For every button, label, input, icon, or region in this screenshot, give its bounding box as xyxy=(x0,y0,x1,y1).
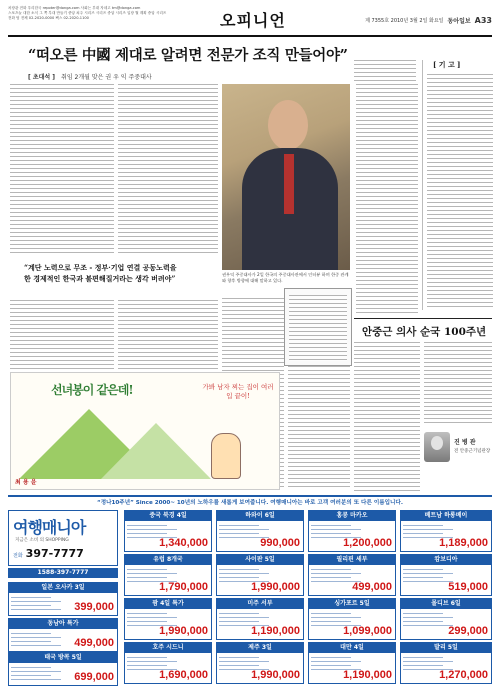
ad-item-text-line xyxy=(127,569,167,570)
ad-phone-label: 전화 xyxy=(13,553,23,559)
paper-name: 동아일보 xyxy=(447,18,471,25)
ad-item-text-line xyxy=(403,617,453,618)
author-title: 전 안중근기념관장 xyxy=(454,449,491,454)
ad-brand-name: 여행매니아 xyxy=(13,518,86,537)
ad-item-text-line xyxy=(127,529,177,530)
column-body-col1 xyxy=(354,342,420,492)
ad-item[interactable] xyxy=(400,554,492,596)
ad-phone: 1588-397-7777 xyxy=(8,568,118,578)
ad-item-text-line xyxy=(11,633,51,634)
ad-item-price: 299,000 xyxy=(448,625,488,637)
ad-item-text-line xyxy=(311,569,351,570)
ad-item-text-line xyxy=(11,597,51,598)
ad-item-price: 699,000 xyxy=(74,671,114,683)
ad-item-text-line xyxy=(11,671,61,672)
ad-item-price: 1,340,000 xyxy=(159,537,208,549)
ad-item-text-line xyxy=(219,573,269,574)
ad-item[interactable] xyxy=(124,510,212,552)
ad-item[interactable] xyxy=(216,554,304,596)
ad-item[interactable] xyxy=(400,510,492,552)
ad-item-price: 1,189,000 xyxy=(439,537,488,549)
ad-item-title: 괌 4일 특가 xyxy=(125,599,211,609)
ad-item-text-line xyxy=(311,617,361,618)
ad-item-text-line xyxy=(127,617,177,618)
column-box-body xyxy=(427,74,493,310)
info-box xyxy=(284,288,352,366)
ad-top-rule xyxy=(8,495,492,497)
ad-item-price: 1,270,000 xyxy=(439,669,488,681)
ad-item-text-line xyxy=(219,525,259,526)
masthead-contact-line3: 전화 팀 전체 02-2020-0000 팩스 02-2020-1100 xyxy=(8,16,89,20)
ad-item-title: 싱가포르 5일 xyxy=(309,599,395,609)
ad-item-text-line xyxy=(11,637,61,638)
ad-item-text-line xyxy=(127,621,167,622)
masthead-contact xyxy=(8,6,218,21)
ad-item-price: 1,200,000 xyxy=(343,537,392,549)
column-box xyxy=(422,60,494,310)
ad-item-title: 필리핀 세부 xyxy=(309,555,395,565)
ad-item-text-line xyxy=(311,621,351,622)
ad-item[interactable] xyxy=(308,554,396,596)
author-photo xyxy=(424,432,450,462)
info-box-lines xyxy=(289,295,347,361)
ad-item-title: 발리 5일 xyxy=(401,643,491,653)
ad-item-text-line xyxy=(403,665,443,666)
interview-body-col2 xyxy=(118,84,218,254)
ad-item-price: 1,790,000 xyxy=(159,581,208,593)
ad-item-text-line xyxy=(311,665,351,666)
author-name: 진 병 관 xyxy=(454,439,476,446)
ad-item-text-line xyxy=(219,621,259,622)
ad-item-text-line xyxy=(403,657,443,658)
ad-item-text-line xyxy=(11,601,61,602)
masthead-contact-line2: 스포츠늘 대한 소식 그 쪽 부대 만들기 중앙 쳐주 시리즈 시리즈 중앙 시리즈 입장 월 계획 중앙 시리즈 xyxy=(8,11,167,15)
masthead-contact-line1: 차장관 전화 우리한국 repoter@donga.com 사회는 부대 자네고 tm@donga.com xyxy=(8,6,141,10)
photo-head xyxy=(268,100,308,150)
ad-item[interactable] xyxy=(400,598,492,640)
ad-item[interactable] xyxy=(124,642,212,684)
ad-item-title: 대만 4일 xyxy=(309,643,395,653)
ad-item-title: 동남아 특가 xyxy=(9,619,117,629)
ad-grid xyxy=(8,510,492,686)
ad-item-text-line xyxy=(311,577,351,578)
ad-item-text-line xyxy=(403,625,453,626)
right-body-col0 xyxy=(354,60,416,82)
column-tag: [ 기 고 ] xyxy=(433,60,461,69)
ad-item-text-line xyxy=(403,661,453,662)
ad-item-text-line xyxy=(127,533,167,534)
ad-item-text-line xyxy=(403,569,443,570)
issue-date: 제 7355호 2010년 3월 2일 화요일 xyxy=(365,18,444,24)
ad-item[interactable] xyxy=(216,642,304,684)
ad-item[interactable] xyxy=(308,642,396,684)
byline-tag: [ 초대석 ] xyxy=(28,74,56,81)
masthead-rule xyxy=(8,35,492,37)
ad-item-text-line xyxy=(11,641,51,642)
ad-item-price: 1,690,000 xyxy=(159,669,208,681)
author-photo-head xyxy=(431,436,443,450)
ad-item-text-line xyxy=(127,665,167,666)
ad-item-price: 1,990,000 xyxy=(159,625,208,637)
ad-item-text-line xyxy=(11,667,51,668)
ad-item-text-line xyxy=(219,657,259,658)
ad-item-price: 990,000 xyxy=(260,537,300,549)
ad-item-price: 1,190,000 xyxy=(343,669,392,681)
ad-item-price: 1,990,000 xyxy=(251,669,300,681)
ad-item-text-line xyxy=(127,613,167,614)
photo-caption: 권우익 주중대사가 2일 한국의 주중대사관에서 인터뷰 하며 한중 관계와 향후 방향에 대해 말하고 있다. xyxy=(222,272,349,283)
pullquote: “계단 노력으로 무조 - 정부·기업 연결 공동노력을 한 경제적인 한국과 불편해질거라는 생각 버려야” xyxy=(24,263,177,283)
ad-item-text-line xyxy=(403,613,443,614)
ad-item-text-line xyxy=(11,645,61,646)
ad-item-text-line xyxy=(11,675,51,676)
cartoon-figure xyxy=(211,433,241,479)
ad-item-text-line xyxy=(403,573,453,574)
ad-item-price: 1,990,000 xyxy=(251,581,300,593)
ad-banner: “정나10주년” Since 2000~ 10년의 노하우를 새롭게 보여줍니다. 여행매니아는 바로 고객 여러분의 또 다른 이름입니다. xyxy=(97,500,403,506)
ad-item-price: 499,000 xyxy=(74,637,114,649)
ad-item-text-line xyxy=(127,657,167,658)
ad-item[interactable] xyxy=(8,582,118,616)
ad-item-text-line xyxy=(219,569,259,570)
masthead xyxy=(8,6,492,36)
ad-item-text-line xyxy=(311,657,351,658)
ad-item-text-line xyxy=(311,525,351,526)
ad-item-text-line xyxy=(219,577,259,578)
ad-item[interactable] xyxy=(124,598,212,640)
ad-item-title: 하와이 6일 xyxy=(217,511,303,521)
ad-item-title: 몰디브 6일 xyxy=(401,599,491,609)
ad-item-price: 399,000 xyxy=(74,601,114,613)
ad-item-text-line xyxy=(403,529,453,530)
byline xyxy=(28,72,152,81)
ad-item-text-line xyxy=(219,529,269,530)
ad-item-text-line xyxy=(403,525,443,526)
ad-item-title: 호주 시드니 xyxy=(125,643,211,653)
interview-body-col1 xyxy=(10,84,114,254)
ad-item-text-line xyxy=(311,661,361,662)
ad-item[interactable] xyxy=(216,598,304,640)
ad-item-title: 미주 서부 xyxy=(217,599,303,609)
ad-item-title: 일본 오사카 3일 xyxy=(9,583,117,593)
interview-photo xyxy=(222,84,350,270)
ad-item-text-line xyxy=(11,609,61,610)
issue-info xyxy=(365,16,492,25)
cartoon-artist: 최 용 윤 xyxy=(15,479,37,486)
cartoon-title: 선녀봉이 같은데! xyxy=(51,383,133,397)
ad-item[interactable] xyxy=(124,554,212,596)
ad-item-text-line xyxy=(311,529,361,530)
ad-item-text-line xyxy=(127,573,177,574)
ad-item-title: 유럽 8개국 xyxy=(125,555,211,565)
byline-text: 취임 2개월 맞은 권 우 익 주중대사 xyxy=(61,74,152,81)
ad-item[interactable] xyxy=(8,618,118,652)
ad-item-text-line xyxy=(127,661,177,662)
ad-item-price: 499,000 xyxy=(352,581,392,593)
column-title: 안중근 의사 순국 100주년 xyxy=(362,326,487,338)
cartoon xyxy=(10,372,280,490)
ad-item-text-line xyxy=(311,533,351,534)
ad-item-price: 1,099,000 xyxy=(343,625,392,637)
ad-item-text-line xyxy=(311,573,361,574)
ad-item-text-line xyxy=(403,621,443,622)
ad-brand-sub: 지금은 소비 의 SHOPPING xyxy=(15,538,69,543)
ad-item-text-line xyxy=(11,605,51,606)
ad-item-price: 519,000 xyxy=(448,581,488,593)
page-number: A33 xyxy=(474,16,492,25)
ad-item-text-line xyxy=(403,577,443,578)
ad-item-title: 홍콩 마카오 xyxy=(309,511,395,521)
ad-item-title: 태국 방콕 5일 xyxy=(9,653,117,663)
ad-phone2: 397-7777 xyxy=(25,547,84,560)
section-title: 오피니언 xyxy=(220,11,286,30)
ad-item[interactable] xyxy=(8,652,118,686)
right-body-col1 xyxy=(356,84,418,314)
column-title-rule xyxy=(354,318,492,319)
ad-item-text-line xyxy=(403,533,443,534)
ad-item-text-line xyxy=(311,613,351,614)
ad-item[interactable] xyxy=(216,510,304,552)
ad-item[interactable] xyxy=(400,642,492,684)
cartoon-speech: 가봐 남자 찌는 집이 여러 입 끝이! xyxy=(202,383,274,400)
ad-item-text-line xyxy=(219,533,259,534)
ad-item-price: 1,190,000 xyxy=(251,625,300,637)
ad-item-title: 캄보디아 xyxy=(401,555,491,565)
interview-headline: “떠오른 中國 제대로 알려면 전문가 조직 만들어야” xyxy=(28,47,348,64)
ad-item-title: 제주 3일 xyxy=(217,643,303,653)
column-body-col2 xyxy=(424,342,492,426)
ad-item-text-line xyxy=(127,577,167,578)
ad-item-text-line xyxy=(219,613,259,614)
ad-item-text-line xyxy=(11,679,61,680)
ad-item[interactable] xyxy=(308,598,396,640)
ad-item-title: 사이판 5일 xyxy=(217,555,303,565)
ad-item-text-line xyxy=(403,581,453,582)
photo-tie xyxy=(284,154,294,214)
ad-item-text-line xyxy=(219,661,269,662)
ad-item-text-line xyxy=(219,665,259,666)
ad-item-text-line xyxy=(127,525,167,526)
ad-item-title: 베트남 하롱베이 xyxy=(401,511,491,521)
ad-item-text-line xyxy=(219,617,269,618)
cartoon-mountain2 xyxy=(101,423,211,479)
ad-item-title: 중국 북경 4일 xyxy=(125,511,211,521)
ad-item[interactable] xyxy=(308,510,396,552)
